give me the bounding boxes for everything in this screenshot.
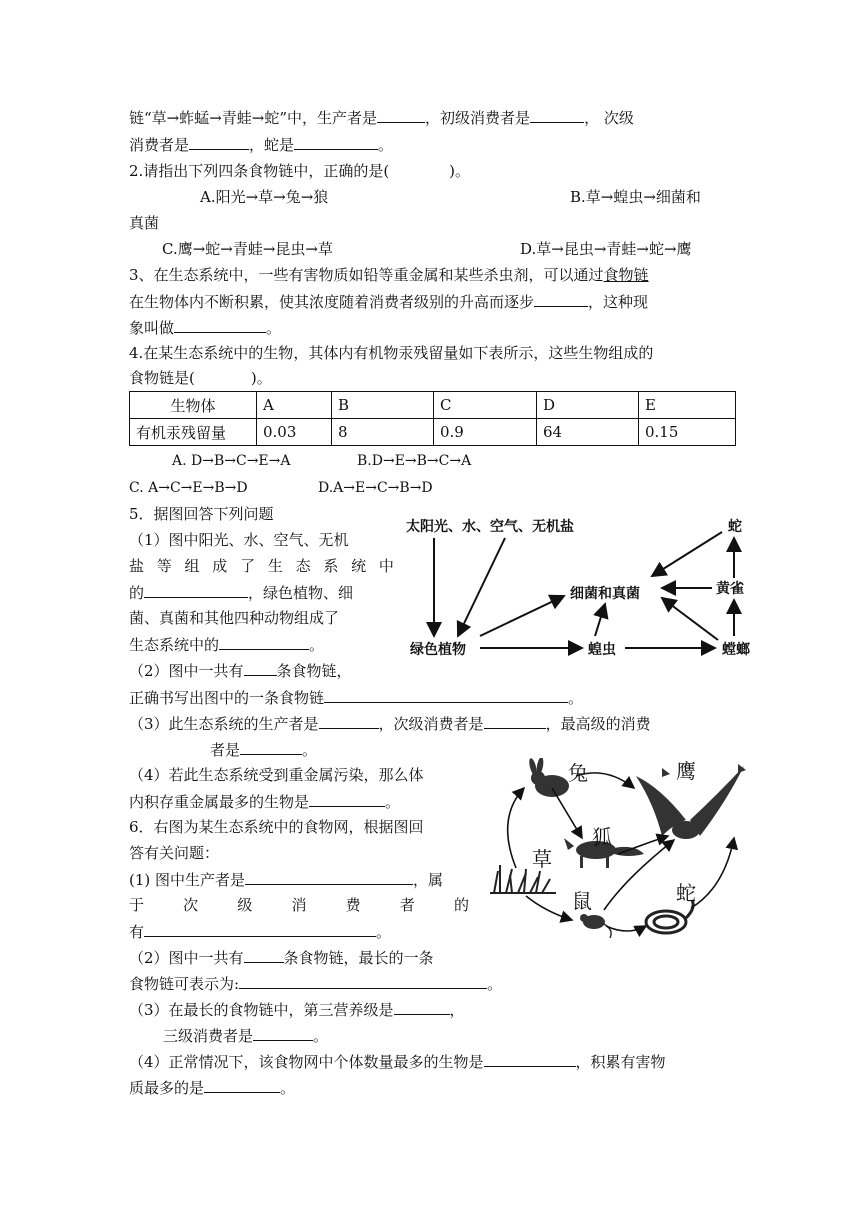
q4-line1: 4.在某生态系统中的生物，其体内有机物汞残留量如下表所示，这些生物组成的 bbox=[129, 344, 654, 362]
char: 成 bbox=[212, 557, 228, 575]
answer-blank[interactable] bbox=[204, 1076, 280, 1093]
char: 了 bbox=[240, 557, 256, 575]
text: 内积存重金属最多的生物是 bbox=[129, 793, 310, 811]
table-cell: 0.15 bbox=[639, 419, 736, 446]
q6-food-web-figure bbox=[486, 758, 758, 948]
label-grass: 草 bbox=[532, 847, 552, 871]
char: 态 bbox=[295, 557, 311, 575]
label-fox: 狐 bbox=[592, 825, 612, 849]
node-snake: 蛇 bbox=[728, 519, 742, 535]
text: ，这种现 bbox=[588, 293, 649, 311]
node-mantis: 螳螂 bbox=[722, 642, 750, 658]
text: 者是 bbox=[210, 741, 241, 759]
table-cell: 64 bbox=[537, 419, 639, 446]
q4-option-d[interactable]: D.A→E→C→B→D bbox=[318, 480, 433, 496]
text: 链“草→蚱蜢→青蛙→蛇”中，生产者是 bbox=[129, 109, 378, 127]
q2-option-d[interactable]: D.草→昆虫→青蛙→蛇→鹰 bbox=[520, 240, 692, 258]
q3-line1 bbox=[129, 264, 649, 286]
char: 生 bbox=[267, 557, 283, 575]
text: ，属 bbox=[413, 871, 444, 889]
text: 。 bbox=[378, 136, 394, 154]
answer-blank[interactable] bbox=[244, 946, 284, 963]
q5-p1-line2 bbox=[129, 555, 394, 577]
text: ，蛇是 bbox=[249, 136, 295, 154]
q4-option-a[interactable]: A. D→B→C→E→A bbox=[172, 453, 291, 469]
q6-p4-line2 bbox=[129, 1076, 295, 1099]
q1-line1 bbox=[129, 106, 634, 129]
text: 3、在生态系统中，一些有害物质如铅等重金属和某些杀虫剂，可以通过 bbox=[129, 266, 604, 284]
char: 系 bbox=[323, 557, 339, 575]
text: 三级消费者是 bbox=[163, 1027, 254, 1045]
text: （2）图中一共有 bbox=[129, 662, 244, 680]
q2-option-a[interactable]: A.阳光→草→兔→狼 bbox=[200, 188, 329, 206]
q4-option-b[interactable]: B.D→E→B→C→A bbox=[357, 453, 472, 469]
q4-line2 bbox=[129, 367, 272, 389]
answer-blank[interactable] bbox=[394, 998, 450, 1015]
text: ，初级消费者是 bbox=[425, 109, 531, 127]
q6-p1-line2 bbox=[129, 894, 469, 916]
text: 的 bbox=[129, 584, 145, 602]
table-cell: 0.03 bbox=[257, 419, 332, 446]
q6-p3-line1 bbox=[129, 998, 465, 1021]
text: (1) 图中生产者是 bbox=[129, 871, 246, 889]
q5-food-web-diagram bbox=[400, 512, 760, 662]
text: 正确书写出图中的一条食物链 bbox=[129, 689, 325, 707]
q6-p4-line1 bbox=[129, 1050, 666, 1073]
text: 在生物体内不断积累，使其浓度随着消费者级别的升高而逐步 bbox=[129, 293, 535, 311]
table-header: B bbox=[332, 392, 434, 419]
q3-line2 bbox=[129, 290, 648, 313]
text: ， bbox=[449, 1001, 465, 1019]
text: 有 bbox=[129, 923, 145, 941]
q2-option-c[interactable]: C.鹰→蛇→青蛙→昆虫→草 bbox=[162, 240, 333, 258]
q2-stem bbox=[129, 160, 470, 182]
text: （3）此生态系统的生产者是 bbox=[129, 715, 319, 733]
answer-blank[interactable] bbox=[484, 1050, 576, 1067]
q5-p2-line2 bbox=[129, 686, 583, 709]
answer-blank[interactable] bbox=[244, 659, 277, 676]
text: 。 bbox=[376, 923, 392, 941]
table-header: D bbox=[537, 392, 639, 419]
q6-p3-line2 bbox=[163, 1024, 328, 1047]
q6-p1-line3 bbox=[129, 920, 391, 943]
text: ，积累有害物 bbox=[575, 1053, 666, 1071]
text: （3）在最长的食物链中，第三营养级是 bbox=[129, 1001, 394, 1019]
text: 。 bbox=[385, 793, 401, 811]
text: 。 bbox=[487, 975, 503, 993]
label-rabbit: 兔 bbox=[568, 761, 588, 785]
answer-blank[interactable] bbox=[253, 1024, 313, 1041]
text: 条食物链， bbox=[276, 662, 352, 680]
char: 次 bbox=[183, 896, 199, 914]
answer-blank[interactable] bbox=[239, 972, 487, 989]
answer-blank[interactable] bbox=[324, 686, 568, 703]
label-mouse: 鼠 bbox=[572, 889, 592, 913]
text: ，绿色植物、细 bbox=[248, 584, 354, 602]
underlined-term: 食物链 bbox=[603, 266, 649, 284]
char: 统 bbox=[351, 557, 367, 575]
table-cell: 0.9 bbox=[434, 419, 537, 446]
answer-blank[interactable] bbox=[377, 106, 425, 123]
answer-blank[interactable] bbox=[144, 581, 248, 598]
table-row bbox=[130, 419, 736, 446]
text: 。 bbox=[313, 1027, 329, 1045]
answer-blank[interactable] bbox=[144, 920, 376, 937]
char: 等 bbox=[156, 557, 172, 575]
answer-blank[interactable] bbox=[309, 790, 385, 807]
text: （2）图中一共有 bbox=[129, 949, 244, 967]
char: 组 bbox=[184, 557, 200, 575]
answer-blank[interactable] bbox=[484, 712, 546, 729]
text: 。 bbox=[280, 1079, 296, 1097]
char: 消 bbox=[291, 896, 307, 914]
q5-p1-line1: （1）图中阳光、水、空气、无机 bbox=[129, 531, 349, 549]
text: )。 bbox=[250, 369, 272, 387]
node-oriole: 黄雀 bbox=[716, 581, 744, 597]
table-header: A bbox=[257, 392, 332, 419]
answer-blank[interactable] bbox=[294, 133, 378, 150]
node-green-plant: 绿色植物 bbox=[410, 642, 466, 658]
answer-blank[interactable] bbox=[245, 868, 413, 885]
text: 。 bbox=[266, 319, 282, 337]
char: 的 bbox=[453, 896, 469, 914]
label-snake: 蛇 bbox=[676, 881, 696, 905]
answer-blank[interactable] bbox=[189, 133, 249, 150]
answer-blank[interactable] bbox=[174, 316, 266, 333]
text: 消费者是 bbox=[129, 136, 190, 154]
char: 于 bbox=[129, 896, 145, 914]
q5-p4-line2 bbox=[129, 790, 400, 813]
text: ，最高级的消费 bbox=[545, 715, 651, 733]
q5-p3-line2 bbox=[210, 738, 317, 761]
node-bacteria-fungi: 细菌和真菌 bbox=[570, 586, 640, 602]
text: 食物链是( bbox=[129, 369, 195, 387]
table-cell: 有机汞残留量 bbox=[130, 419, 257, 446]
char: 费 bbox=[345, 896, 361, 914]
text: 质最多的是 bbox=[129, 1079, 205, 1097]
answer-blank[interactable] bbox=[219, 633, 309, 650]
table-header: E bbox=[639, 392, 736, 419]
table-row bbox=[130, 392, 736, 419]
char: 级 bbox=[237, 896, 253, 914]
table-header: C bbox=[434, 392, 537, 419]
q5-title: 5．据图回答下列问题 bbox=[129, 505, 274, 523]
text: （4）正常情况下，该食物网中个体数量最多的生物是 bbox=[129, 1053, 484, 1071]
text: 生态系统中的 bbox=[129, 636, 220, 654]
answer-blank[interactable] bbox=[530, 106, 584, 123]
answer-blank[interactable] bbox=[534, 290, 588, 307]
answer-blank[interactable] bbox=[319, 712, 379, 729]
text: 食物链可表示为: bbox=[129, 975, 240, 993]
q6-line2: 答有关问题： bbox=[129, 844, 220, 862]
q3-line3 bbox=[129, 316, 281, 339]
q6-p2-line2 bbox=[129, 972, 502, 995]
text: 象叫做 bbox=[129, 319, 175, 337]
rabbit-icon bbox=[528, 758, 569, 797]
node-environment: 太阳光、水、空气、无机盐 bbox=[406, 519, 574, 535]
q6-line1: 6．右图为某生态系统中的食物网，根据图回 bbox=[129, 818, 424, 836]
text: )。 bbox=[449, 162, 471, 180]
q1-line2 bbox=[129, 133, 393, 156]
q5-p1-line5 bbox=[129, 633, 324, 656]
text: 条食物链，最长的一条 bbox=[283, 949, 434, 967]
text: 。 bbox=[309, 636, 325, 654]
q5-p4-line1: （4）若此生态系统受到重金属污染，那么体 bbox=[129, 766, 424, 784]
q6-p2-line1 bbox=[129, 946, 434, 969]
q4-option-c[interactable]: C. A→C→E→B→D bbox=[129, 480, 248, 496]
char: 者 bbox=[399, 896, 415, 914]
label-eagle: 鹰 bbox=[676, 759, 696, 783]
text: ， 次级 bbox=[584, 109, 634, 127]
q5-p1-line4: 菌、真菌和其他四种动物组成了 bbox=[129, 609, 340, 627]
q5-p2-line1 bbox=[129, 659, 352, 682]
table-header: 生物体 bbox=[130, 392, 257, 419]
text: 。 bbox=[302, 741, 318, 759]
char: 盐 bbox=[129, 557, 145, 575]
q2-option-b-cont: 真菌 bbox=[129, 214, 160, 232]
mercury-table bbox=[129, 391, 736, 446]
q5-p3-line1 bbox=[129, 712, 651, 735]
char: 中 bbox=[378, 557, 394, 575]
text: ，次级消费者是 bbox=[378, 715, 484, 733]
text: 。 bbox=[568, 689, 584, 707]
node-locust: 蝗虫 bbox=[588, 642, 616, 658]
text: 2.请指出下列四条食物链中，正确的是( bbox=[129, 162, 390, 180]
table-cell: 8 bbox=[332, 419, 434, 446]
q5-p1-line3 bbox=[129, 581, 353, 604]
answer-blank[interactable] bbox=[240, 738, 302, 755]
q2-option-b[interactable]: B.草→蝗虫→细菌和 bbox=[570, 188, 701, 206]
q6-p1-line1 bbox=[129, 868, 443, 891]
